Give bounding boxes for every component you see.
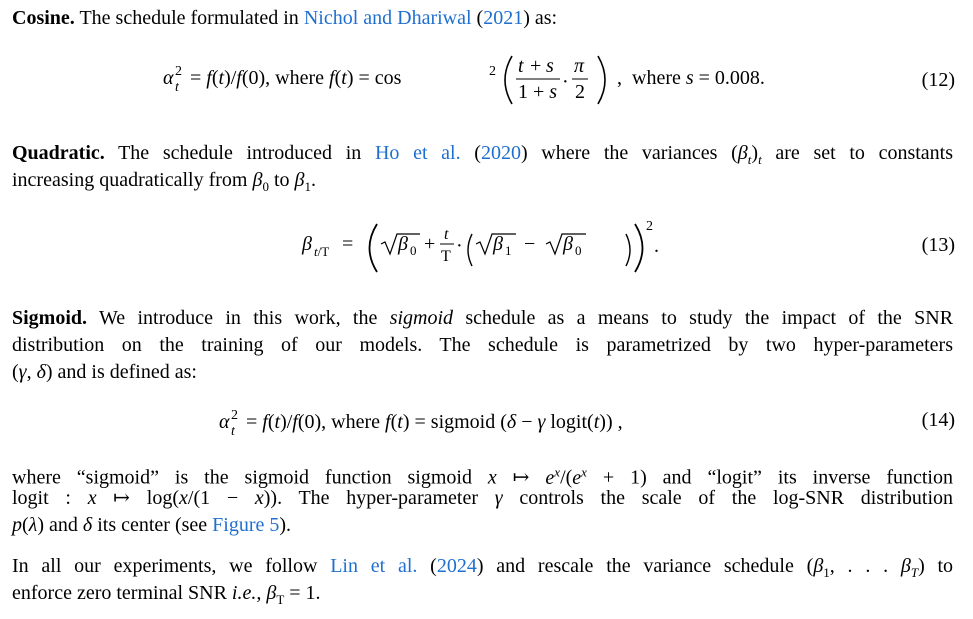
equation-14-number: (14)	[921, 409, 955, 431]
svg-text:α: α	[219, 411, 230, 433]
final-text-4: enforce zero terminal SNR	[12, 582, 227, 604]
sigmoid-after-3b: its center (see	[97, 514, 208, 536]
equation-13	[0, 212, 973, 276]
equation-13-formula	[0, 212, 973, 276]
svg-text:1: 1	[505, 243, 512, 258]
quadratic-paragraph: Quadratic. The schedule introduced in Ho et al. (2020) where the variances $(\beta_t)_t$ are set to constants increasing quadratically from $\beta_0$ to $\beta_1$.	[12, 142, 954, 194]
equation-12	[0, 48, 973, 108]
svg-text:T: T	[441, 248, 451, 265]
final-text-1: In all our experiments, we follow	[12, 555, 318, 577]
svg-text:2: 2	[646, 219, 653, 234]
sigmoid-after-1b: and “logit” its inverse function	[662, 466, 953, 489]
sigmoid-emphasis: sigmoid	[389, 307, 454, 329]
svg-text:β: β	[493, 233, 503, 255]
svg-text:s: s	[546, 55, 554, 77]
cite-ho[interactable]: Ho et al.	[374, 142, 461, 164]
equation-14	[0, 402, 973, 442]
sigmoid-explanation: where “sigmoid” is the sigmoid function sigmoid x ↦ $e^x/(e^x + 1)$ and “logit” its inverse function logit : x ↦ log(x/(1 − x)). The hyper-parameter γ controls the scale of the log-SNR distribution p(λ) and δ its center (see Figure 5).	[12, 464, 954, 536]
quadratic-text-2: where the variances	[541, 142, 718, 164]
quadratic-text-5: to	[273, 169, 290, 191]
sigmoid-after-3a: and	[49, 514, 78, 536]
svg-text:=: =	[342, 233, 354, 255]
final-text-2: and rescale the variance schedule	[496, 555, 794, 577]
sigmoid-heading: Sigmoid.	[12, 307, 88, 329]
svg-text:= f(t)/f(0), where f(t) = sig: = f(t)/f(0), where f(t) = sigmoid (δ − γ logit(t)) ,	[246, 411, 623, 433]
cite-nichol-dhariwal-year[interactable]: 2021	[483, 7, 524, 29]
svg-text:+: +	[424, 233, 436, 255]
sigmoid-after-1a: where “sigmoid” is the sigmoid function sigmoid	[12, 466, 472, 489]
quadratic-text-1: The schedule introduced in	[118, 142, 362, 164]
equation-13-number: (13)	[921, 234, 955, 256]
sigmoid-text-2: distribution on the training of our models. The schedule is parametrized by two hyper-parameters	[12, 334, 953, 356]
svg-text:t: t	[518, 55, 524, 77]
svg-text:2: 2	[175, 64, 182, 79]
sigmoid-text-1a: We introduce in this work, the	[99, 307, 378, 329]
svg-text:t: t	[175, 80, 179, 95]
svg-text:α: α	[163, 67, 174, 89]
sigmoid-text-1b: schedule as a means to study the impact of the SNR	[465, 307, 954, 329]
svg-text:+: +	[530, 55, 542, 77]
svg-text:= f(t)/f(0), where f(t) = cos: = f(t)/f(0), where f(t) = cos	[190, 67, 402, 89]
cosine-paragraph: Cosine. The schedule formulated in Nichol and Dhariwal (2021) as:	[12, 7, 558, 29]
sigmoid-text-3: and is defined as:	[57, 361, 197, 383]
sigmoid-after-2a: logit :	[12, 487, 71, 509]
svg-text:π: π	[574, 55, 585, 77]
sigmoid-after-2c: controls the scale of the log-SNR distribution	[519, 487, 954, 509]
svg-text:−: −	[524, 233, 536, 255]
sigmoid-after-2b: . The hyper-parameter	[277, 487, 479, 509]
cite-ho-year[interactable]: 2020	[480, 142, 521, 164]
equation-12-number: (12)	[921, 69, 955, 91]
svg-text:t: t	[444, 226, 449, 243]
cite-nichol-dhariwal[interactable]: Nichol and Dhariwal	[303, 7, 472, 29]
final-text-3: to	[937, 555, 954, 577]
equation-14-formula	[0, 402, 973, 442]
quadratic-text-4: increasing quadratically from	[12, 169, 248, 191]
svg-text:β: β	[563, 233, 573, 255]
quadratic-text-3: are set to constants	[775, 142, 954, 164]
cosine-text-2: as:	[534, 7, 558, 29]
svg-text:t: t	[231, 424, 235, 439]
svg-text:,: ,	[617, 67, 622, 89]
cite-lin[interactable]: Lin et al.	[330, 555, 418, 577]
figure-5-link[interactable]: Figure 5	[212, 514, 280, 536]
cite-lin-year[interactable]: 2024	[436, 555, 477, 577]
svg-text:2: 2	[575, 81, 585, 103]
equation-12-formula	[0, 48, 973, 108]
svg-text:t/T: t/T	[314, 244, 330, 259]
svg-text:2: 2	[489, 64, 496, 79]
svg-text:β: β	[398, 233, 408, 255]
svg-text:·: ·	[562, 71, 569, 93]
sigmoid-paragraph: Sigmoid. We introduce in this work, the sigmoid schedule as a means to study the impact of the SNR distribution on the training of our models. The schedule is parametrized by two hyper-parameters (γ, δ) and is defined as:	[12, 307, 954, 383]
quadratic-heading: Quadratic.	[12, 142, 105, 164]
svg-text:·: ·	[456, 235, 463, 257]
svg-text:where s = 0.008.: where s = 0.008.	[632, 67, 765, 89]
svg-text:1 + s: 1 + s	[518, 81, 558, 103]
final-paragraph: In all our experiments, we follow Lin et al. (2024) and rescale the variance schedule ($\beta_1$, . . . $\beta_T$) to enforce zero terminal SNR i.e., $\beta_T = 1$.	[12, 555, 954, 607]
sigmoid-after-3c: ).	[279, 514, 292, 536]
svg-text:0: 0	[575, 243, 582, 258]
svg-text:0: 0	[410, 243, 417, 258]
cosine-heading: Cosine.	[12, 7, 75, 29]
final-ie: i.e.,	[231, 582, 262, 604]
svg-text:2: 2	[231, 408, 238, 423]
svg-text:β: β	[302, 233, 312, 255]
svg-text:.: .	[654, 235, 659, 257]
cosine-text-1: The schedule formulated in	[79, 7, 299, 29]
